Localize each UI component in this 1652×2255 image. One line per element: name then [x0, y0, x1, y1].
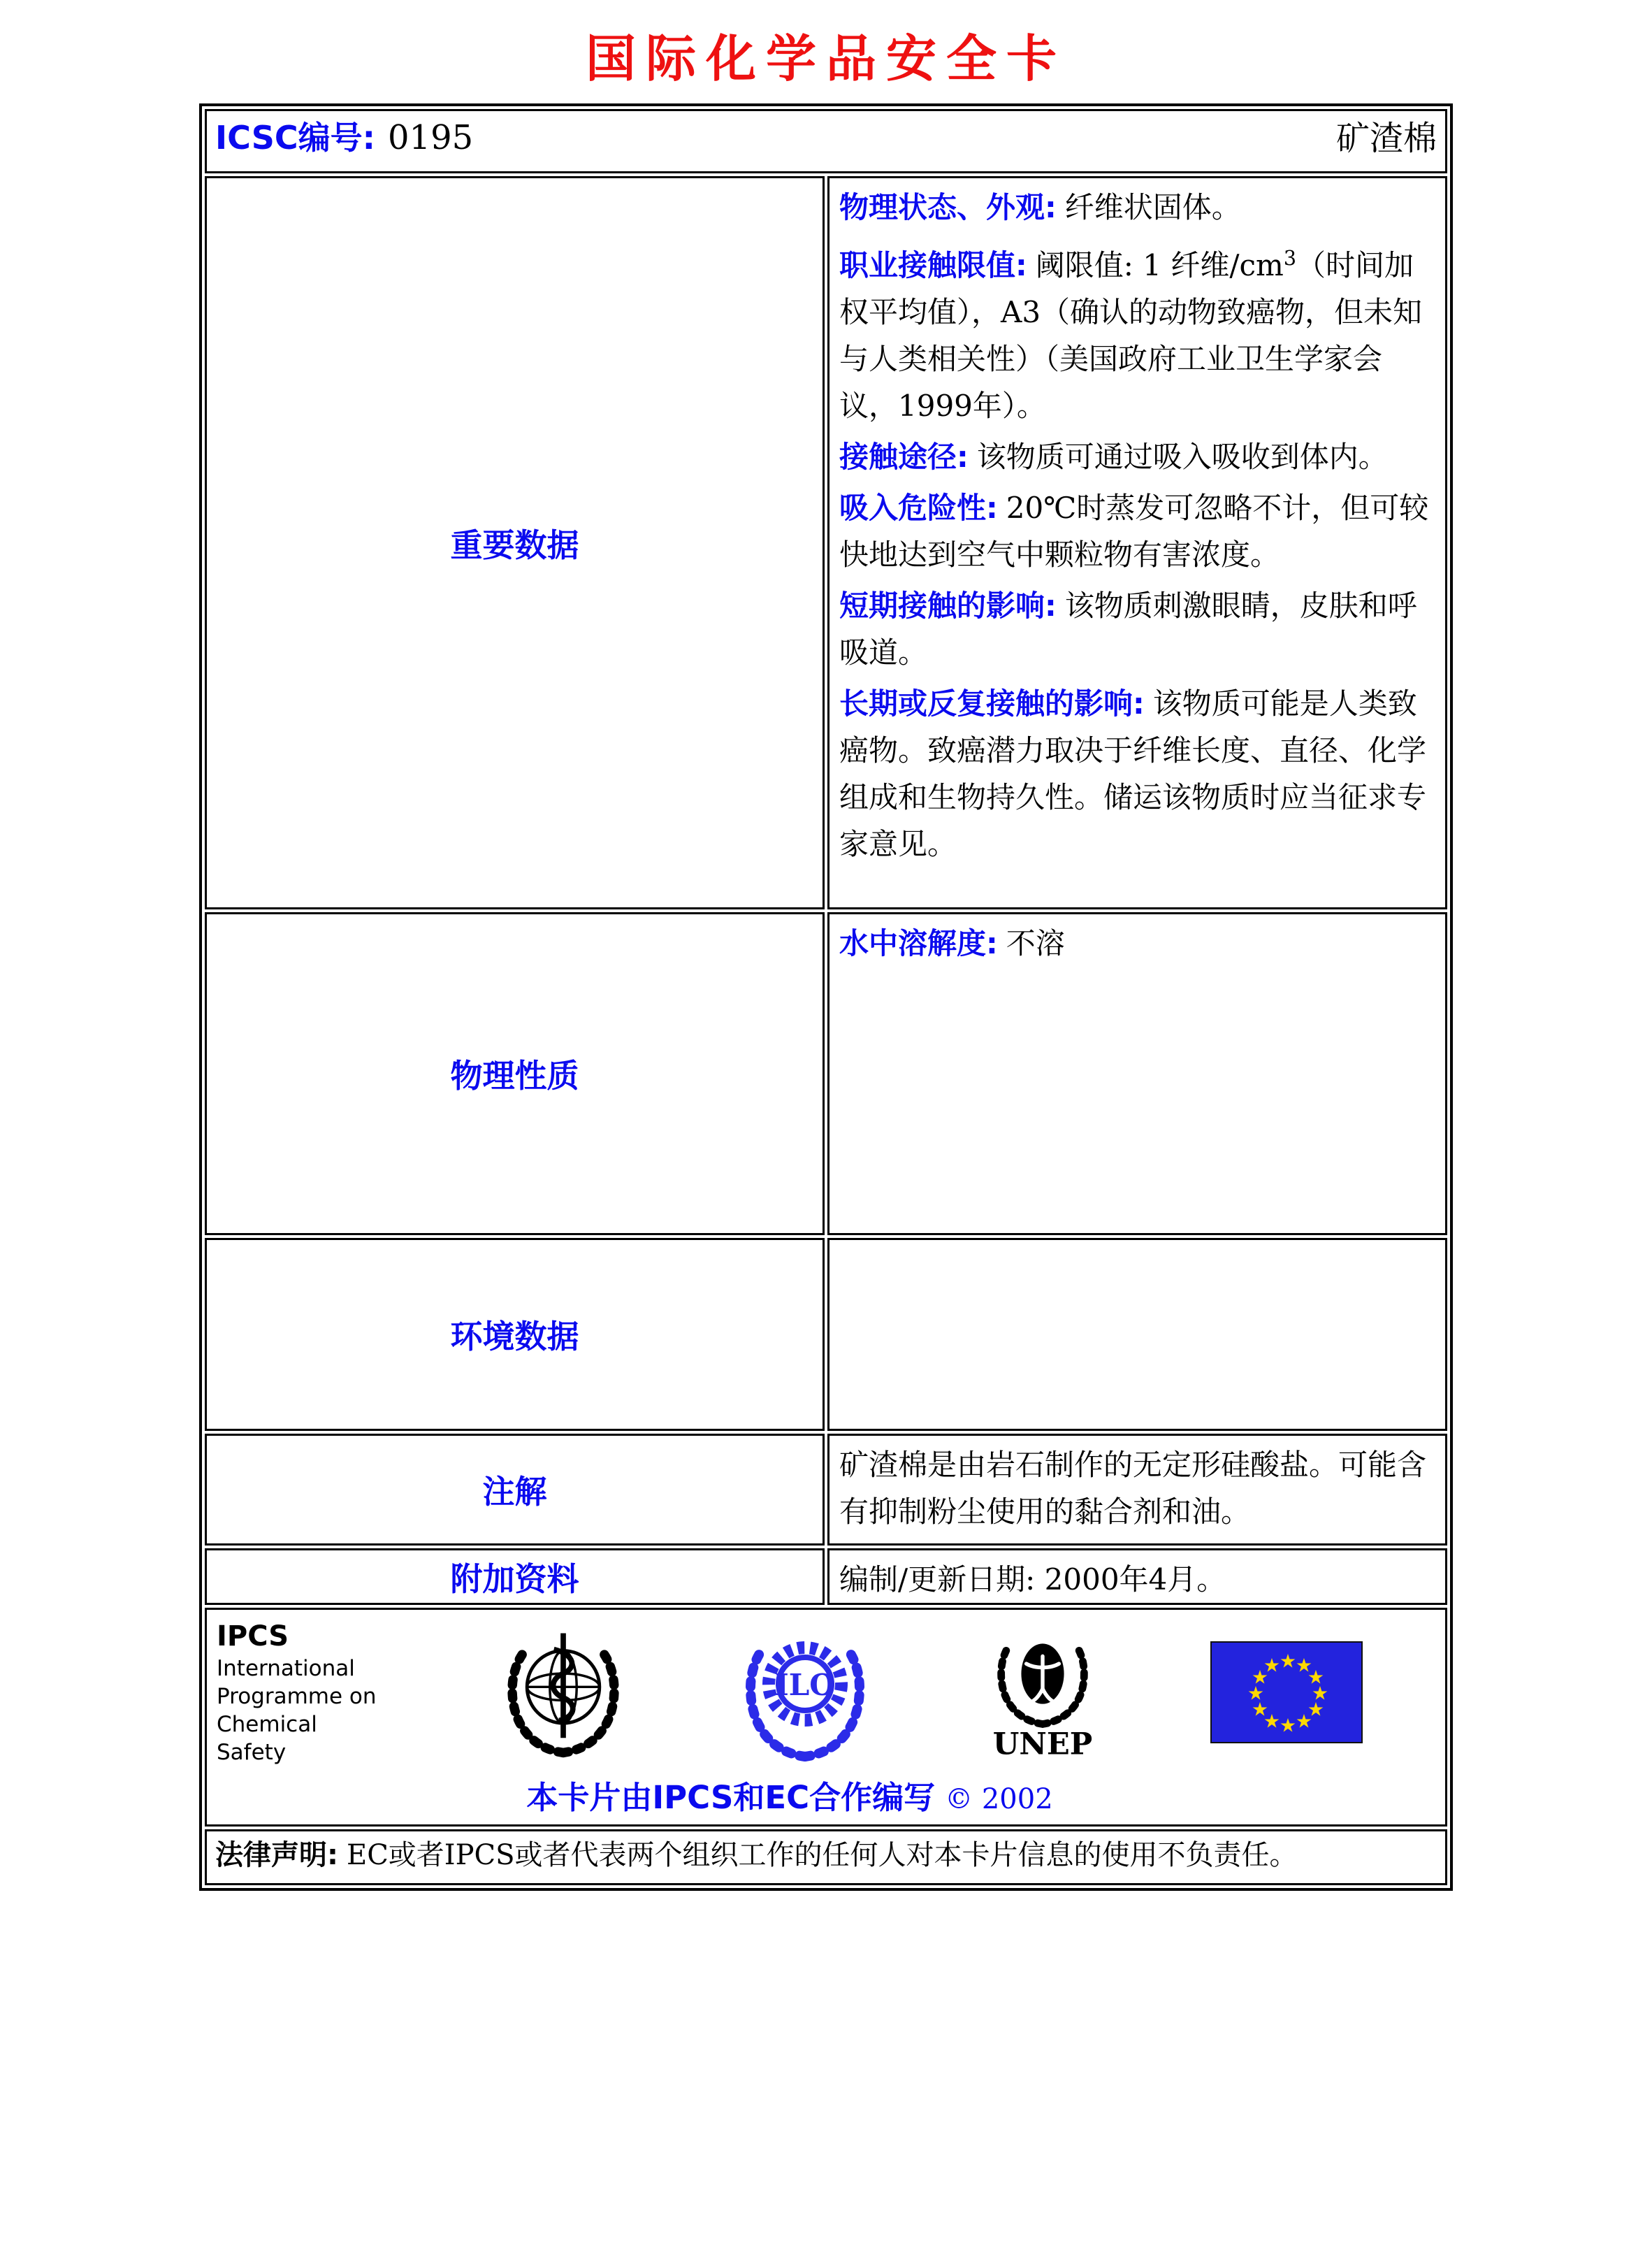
ipcs-acronym: IPCS — [217, 1620, 289, 1652]
entry-short-term-effects — [839, 582, 1435, 676]
eu-flag-star: ★ — [1263, 1710, 1281, 1733]
eu-flag-star: ★ — [1251, 1699, 1269, 1721]
eu-flag-star: ★ — [1295, 1710, 1313, 1733]
entry-routes-of-exposure — [839, 433, 1435, 480]
ipcs-line-1: International — [217, 1656, 355, 1681]
entry-label: 物理状态、外观: — [839, 190, 1057, 224]
row-label-notes: 注解 — [205, 1434, 825, 1546]
ilo-logo-text: ILO — [775, 1668, 835, 1702]
important-data-content — [827, 176, 1447, 909]
page-title: 国际化学品安全卡 — [585, 29, 1066, 88]
notes-content: 矿渣棉是由岩石制作的无定形硅酸盐。可能含有抑制粉尘使用的黏合剂和油。 — [827, 1434, 1447, 1546]
additional-info-content: 编制/更新日期: 2000年4月。 — [827, 1548, 1447, 1605]
physical-properties-row — [205, 912, 1447, 1235]
eu-flag-star: ★ — [1251, 1666, 1269, 1689]
substance-name: 矿渣棉 — [1335, 119, 1437, 158]
icsc-card-table — [199, 103, 1453, 1891]
eu-flag-star: ★ — [1307, 1666, 1325, 1689]
entry-text: 不溶 — [1006, 926, 1065, 960]
eu-flag-icon — [1210, 1641, 1363, 1743]
entry-occupational-exposure-limits — [839, 235, 1435, 429]
icsc-number-group — [215, 113, 473, 159]
eu-flag-star: ★ — [1295, 1655, 1313, 1677]
header-cell — [205, 109, 1447, 173]
entry-physical-state — [839, 184, 1435, 231]
entry-text: 20℃时蒸发可忽略不计，但可较快地达到空气中颗粒物有害浓度。 — [839, 491, 1429, 572]
header-row — [205, 109, 1447, 173]
entry-inhalation-risk — [839, 484, 1435, 578]
row-label-additional-info: 附加资料 — [205, 1548, 825, 1605]
unep-logo-text: UNEP — [992, 1726, 1093, 1762]
entry-text: 纤维状固体。 — [1064, 190, 1241, 224]
eu-flag-star: ★ — [1311, 1683, 1329, 1705]
physical-properties-content — [827, 912, 1447, 1235]
environmental-data-row — [205, 1238, 1447, 1431]
entry-label: 水中溶解度: — [839, 926, 998, 960]
entry-text: 阈限值: 1 纤维/cm — [1035, 248, 1284, 282]
unep-logo-icon — [980, 1621, 1106, 1764]
copyright-text: © 2002 — [945, 1783, 1053, 1815]
entry-text: 该物质刺激眼睛，皮肤和呼吸道。 — [839, 589, 1417, 670]
cooperation-caption-line — [217, 1772, 1363, 1817]
icsc-number-label: ICSC编号: — [215, 118, 376, 157]
entry-water-solubility — [839, 920, 1435, 967]
entry-label: 职业接触限值: — [839, 248, 1027, 282]
row-label-physical-properties: 物理性质 — [205, 912, 825, 1235]
entry-label: 吸入危险性: — [839, 491, 998, 525]
row-label-important-data: 重要数据 — [205, 176, 825, 909]
entry-text: （时间加权平均值），A3（确认的动物致癌物，但未知与人类相关性）（美国政府工业卫生学家会议，1999年）。 — [839, 248, 1423, 423]
eu-flag-star: ★ — [1247, 1683, 1265, 1705]
legal-cell — [205, 1829, 1447, 1885]
ipcs-line-3: Chemical Safety — [217, 1712, 317, 1765]
entry-long-term-effects — [839, 680, 1435, 867]
entry-text: 该物质可通过吸入吸收到体内。 — [976, 440, 1388, 474]
important-data-row — [205, 176, 1447, 909]
environmental-data-content — [827, 1238, 1447, 1431]
entry-label: 接触途径: — [839, 440, 969, 474]
entry-label: 长期或反复接触的影响: — [839, 686, 1145, 721]
notes-row — [205, 1434, 1447, 1546]
logos-row — [205, 1608, 1447, 1827]
cooperation-caption: 本卡片由IPCS和EC合作编写 — [526, 1779, 936, 1816]
logos-cell — [205, 1608, 1447, 1827]
eu-flag-star: ★ — [1279, 1715, 1297, 1737]
entry-label: 短期接触的影响: — [839, 589, 1057, 623]
ipcs-line-2: Programme on — [217, 1684, 377, 1709]
ipcs-text-block — [217, 1618, 391, 1766]
icsc-number-value: 0195 — [388, 117, 474, 157]
legal-notice-label: 法律声明: — [215, 1839, 338, 1871]
who-logo-icon — [496, 1625, 630, 1759]
eu-flag-star: ★ — [1279, 1650, 1297, 1673]
eu-flag-star: ★ — [1307, 1699, 1325, 1721]
additional-info-row — [205, 1548, 1447, 1605]
legal-row — [205, 1829, 1447, 1885]
legal-notice-text: EC或者IPCS或者代表两个组织工作的任何人对本卡片信息的使用不负责任。 — [347, 1839, 1298, 1871]
entry-text: 该物质可能是人类致癌物。致癌潜力取决于纤维长度、直径、化学组成和生物持久性。储运该物质时应当征求专家意见。 — [839, 686, 1427, 861]
superscript-3: 3 — [1283, 246, 1297, 270]
eu-flag-star: ★ — [1263, 1655, 1281, 1677]
ilo-logo-icon — [735, 1622, 875, 1762]
row-label-environmental-data: 环境数据 — [205, 1238, 825, 1431]
